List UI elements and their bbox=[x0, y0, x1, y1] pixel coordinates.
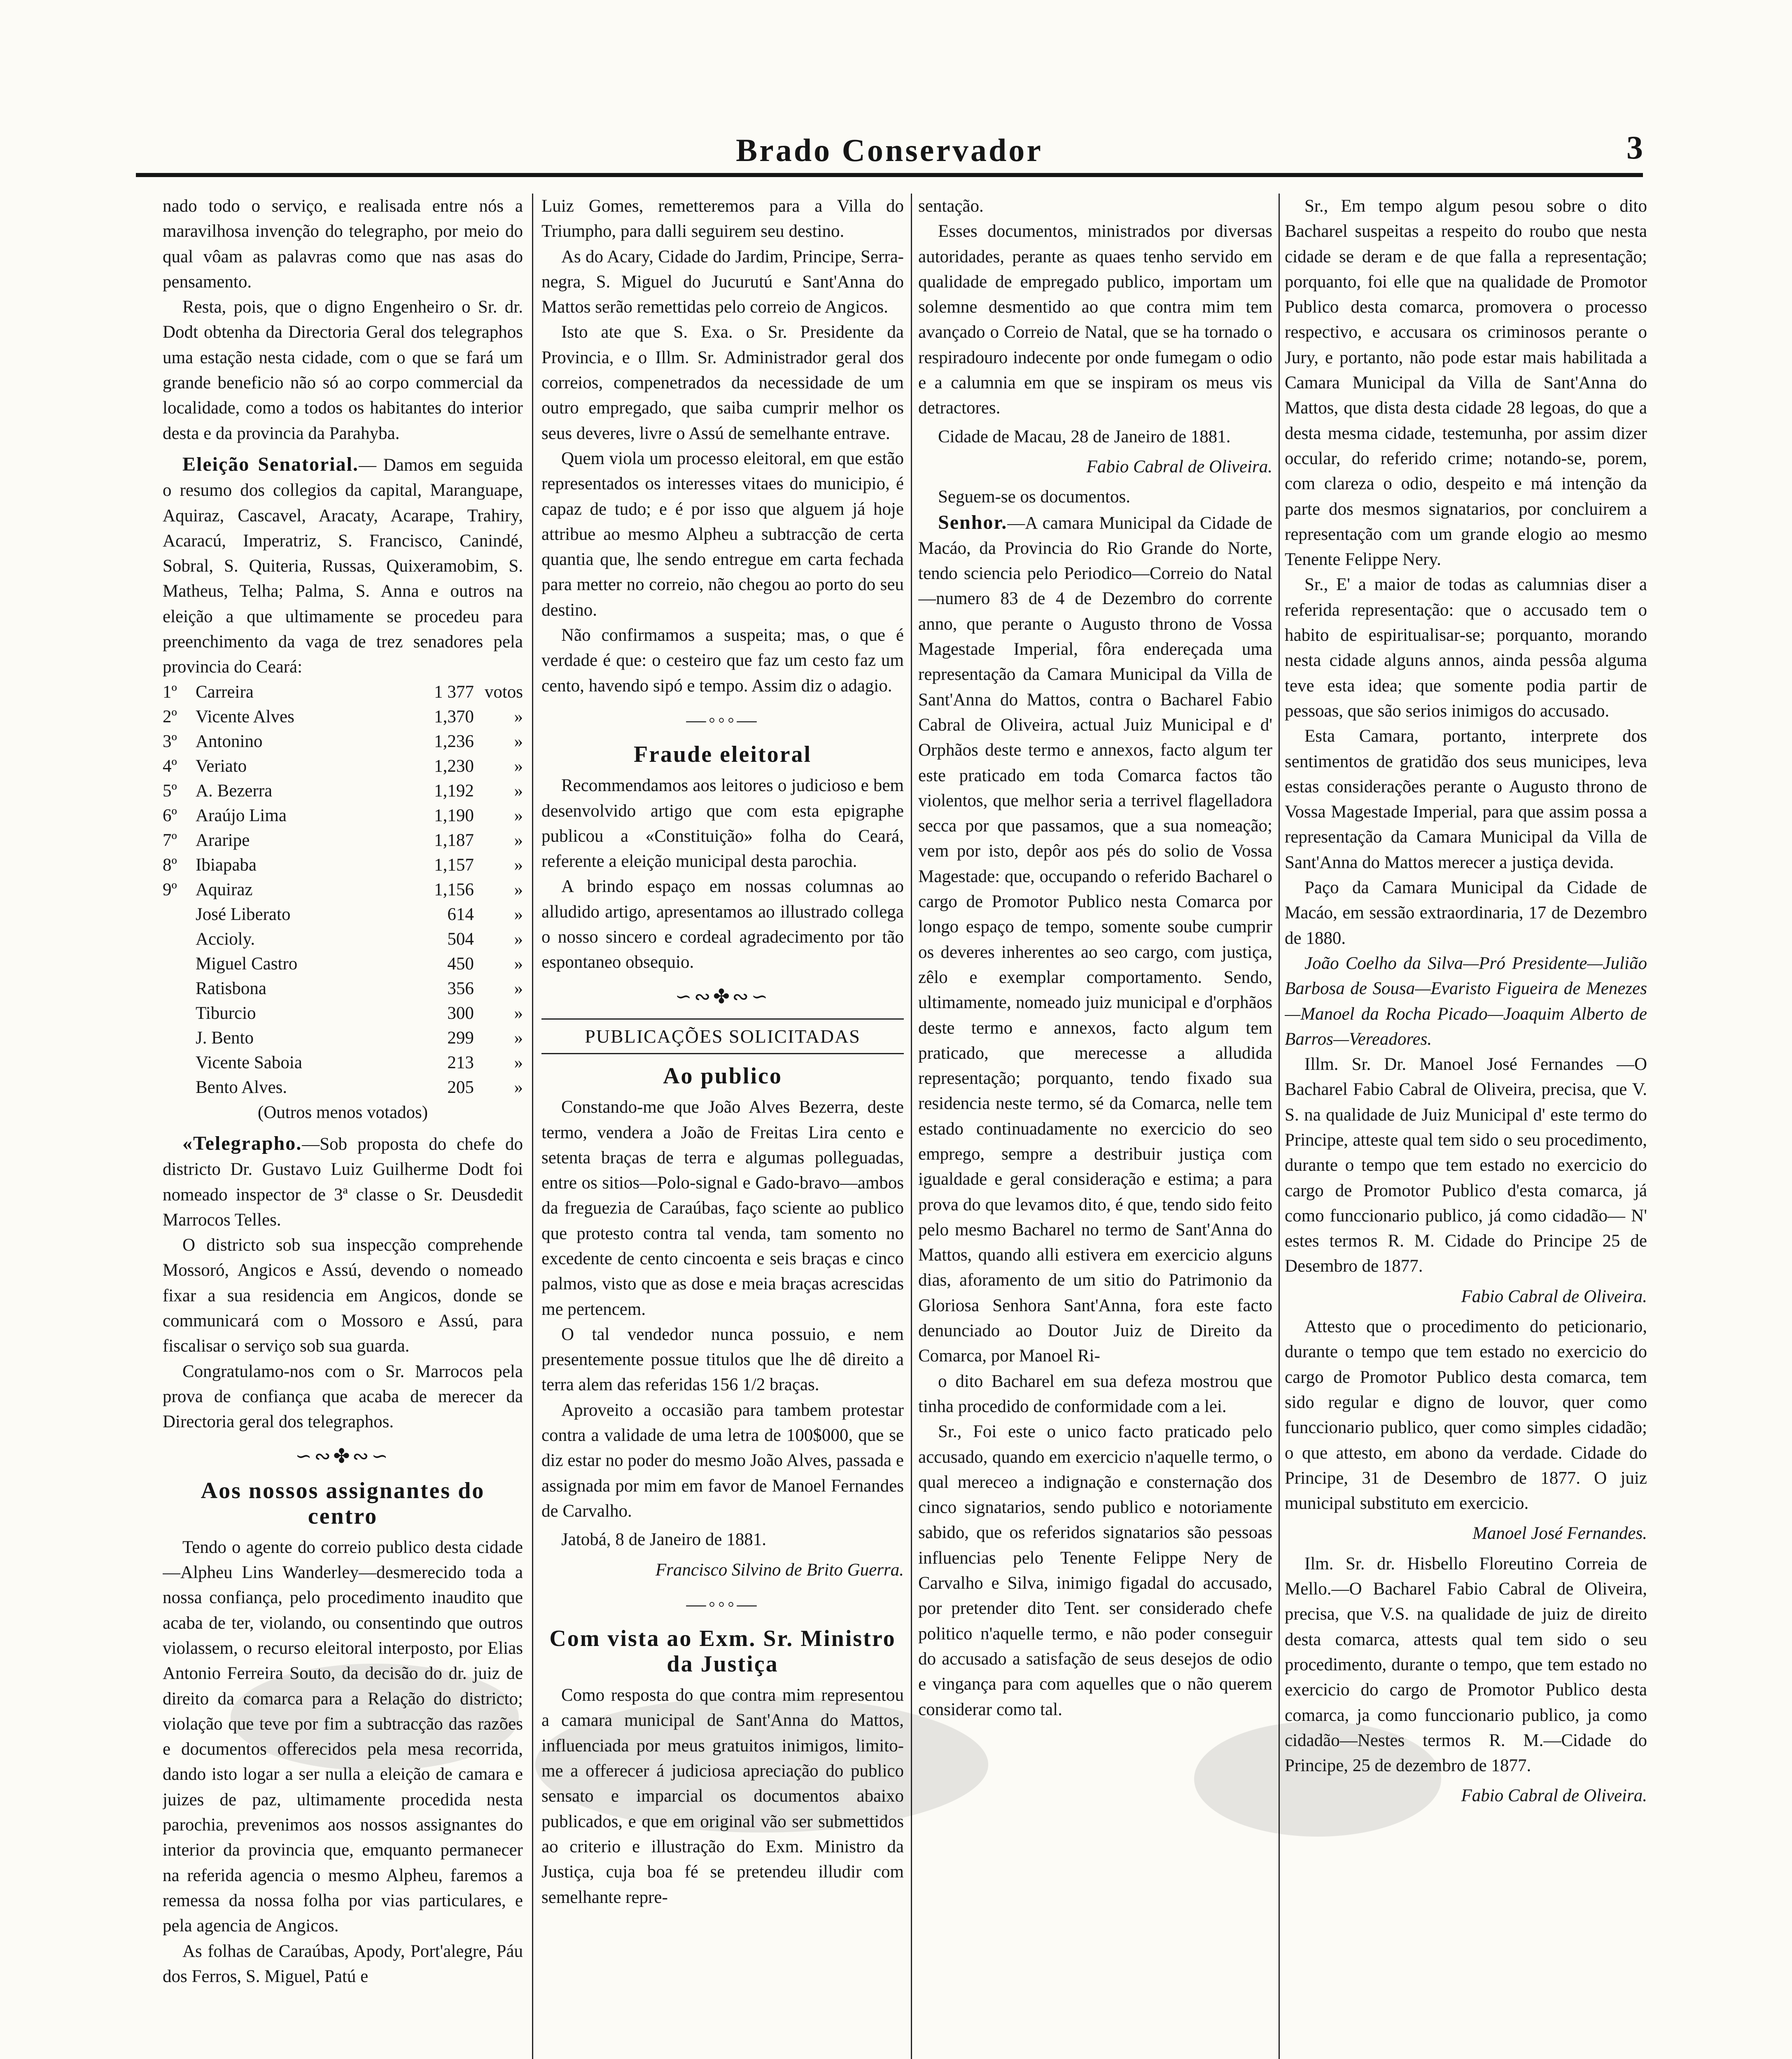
paragraph: Illm. Sr. Dr. Manoel José Fernandes —O Bacharel Fabio Cabral de Oliveira, precisa, que V. S. na qualidade de Juiz Municipal d' este termo do Principe, atteste qual tem sido o seu procedimento, durante o tempo que tem estado no exercicio do cargo de Promotor Publico d'esta comarca, já como funccionario publico, já como cidadão— N' estes termos R. M. Cidade do Principe 25 de Desembro de 1877. bbox=[1285, 1055, 1647, 1276]
result-mark: votos bbox=[484, 682, 523, 702]
result-row bbox=[163, 976, 523, 1001]
result-votes: 300 bbox=[447, 1003, 474, 1023]
result-pos: 1º bbox=[163, 682, 177, 702]
result-row bbox=[163, 927, 523, 952]
result-name: José Liberato bbox=[196, 904, 291, 924]
result-votes: 205 bbox=[447, 1077, 474, 1097]
paragraph: Constando-me que João Alves Bezerra, deste termo, vendera a João de Freitas Lira cento e setenta braças de terra e algumas polleguadas, entre os sitios—Polo-signal e Gado-bravo—ambos da freguezia de Caraúbas, faço sciente ao publico que protesto contra tal venda, tam somento no excedente de cento cincoenta e seis braças e cinco palmos, visto que as dose e meia braças acrescidas me pertencem. bbox=[541, 1097, 904, 1319]
result-pos bbox=[163, 1001, 196, 1026]
result-name: Ibiapaba bbox=[196, 855, 257, 875]
result-pos: 5º bbox=[163, 781, 177, 801]
result-name: Aquiraz bbox=[196, 880, 253, 899]
result-pos bbox=[163, 952, 196, 976]
result-row bbox=[163, 803, 523, 828]
senhor-document bbox=[918, 510, 1272, 1369]
result-mark: » bbox=[514, 904, 523, 924]
result-pos: 6º bbox=[163, 805, 177, 825]
signature: Fabio Cabral de Oliveira. bbox=[1461, 1286, 1647, 1306]
paragraph: Aproveito a occasião para tambem protestar contra a validade de uma letra de 100$000, que se diz estar no poder do mesmo João Alves, passada e assignada por mim em favor de Manoel Fernandes de Carvalho. bbox=[541, 1400, 904, 1521]
results-note: (Outros menos votados) bbox=[257, 1102, 428, 1122]
result-row bbox=[163, 754, 523, 779]
result-mark: » bbox=[514, 756, 523, 776]
damage-smudge bbox=[1194, 1721, 1441, 1837]
paragraph: sentação. bbox=[918, 196, 984, 216]
result-pos: 3º bbox=[163, 731, 177, 751]
paragraph: Sr., E' a maior de todas as calumnias diser a referida representação: que o accusado tem o habito de espiritualisar-se; porquanto, morando nesta cidade alguns annos, ainda pessôa alguma teve esta idea; que somente podia partir de pessoas, que são serios inimigos do accusado. bbox=[1285, 575, 1647, 721]
result-row bbox=[163, 680, 523, 705]
article-runin-title: Eleição Senatorial. bbox=[182, 453, 359, 475]
result-row bbox=[163, 902, 523, 927]
result-votes: 504 bbox=[447, 929, 474, 949]
paragraph: Isto ate que S. Exa. o Sr. Presidente da Provincia, e o Illm. Sr. Administrador geral dos correios, compenetrados da necessidade de um outro empregado, que saiba cumprir melhor os seus deveres, livre o Assú de semelhante entrave. bbox=[541, 322, 904, 443]
paragraph: Tendo o agente do correio publico desta cidade—Alpheu Lins Wanderley—desmerecido toda a nossa confiança, pelo procedimento inaudito que acaba de ter, violando, ou consentindo que outros violassem, o recurso eleitoral interposto, por Elias Antonio Ferreira Souto, da decisão do dr. juiz de direito da comarca para a Relação do districto; violação que teve por fim a subtracção das razões e documentos offerecidos pela mesa recorrida, dando isto logar a ser nulla a eleição de camara e juizes de paz, ultimamente procedida nesta parochia, prevenimos aos nossos assignantes do interior da provincia que, emquanto permanecer na referida agencia o mesmo Alpheu, faremos a remessa da nossa folha por vias particulares, e pela agencia de Angicos. bbox=[163, 1537, 523, 1936]
result-mark: » bbox=[514, 1028, 523, 1048]
result-pos: 9º bbox=[163, 880, 177, 899]
paragraph: O districto sob sua inspecção comprehende Mossoró, Angicos e Assú, devendo o nomeado fixar a sua residencia em Angicos, donde se communicará com o Mossoro e Assú, para fiscalisar o serviço sob sua guarda. bbox=[163, 1235, 523, 1356]
signature: Fabio Cabral de Oliveira. bbox=[1086, 457, 1272, 476]
result-row bbox=[163, 705, 523, 729]
masthead-title: Brado Conservador bbox=[736, 132, 1043, 168]
result-pos: 8º bbox=[163, 855, 177, 875]
result-row bbox=[163, 1026, 523, 1051]
result-votes: 1,187 bbox=[434, 830, 474, 850]
ornament-divider: —◦◦◦— bbox=[686, 709, 759, 731]
article-title: Com vista ao Exm. Sr. Ministro da Justiça bbox=[549, 1626, 896, 1677]
result-name: J. Bento bbox=[196, 1028, 254, 1048]
result-mark: » bbox=[514, 781, 523, 801]
result-mark: » bbox=[514, 830, 523, 850]
result-name: Vicente Alves bbox=[196, 707, 294, 726]
date-line: Cidade de Macau, 28 de Janeiro de 1881. bbox=[938, 427, 1231, 446]
result-name: Antonino bbox=[196, 731, 263, 751]
result-name: Vicente Saboia bbox=[196, 1053, 302, 1072]
result-name: Tiburcio bbox=[196, 1003, 256, 1023]
paragraph: Ilm. Sr. dr. Hisbello Floreutino Correia de Mello.—O Bacharel Fabio Cabral de Oliveira, precisa, que V.S. na qualidade de juiz de direito desta comarca, attests qual tem sido o seu procedimento, durante o tempo, que tem estado no exercicio do cargo de Promotor Publico desta comarca, ja como funccionario publico, ja como cidadão—Nestes termos R. M.—Cidade do Principe, 25 de dezembro de 1877. bbox=[1285, 1554, 1647, 1776]
result-name: Miguel Castro bbox=[196, 954, 298, 973]
masthead-rule bbox=[136, 173, 1643, 177]
result-votes: 1,236 bbox=[434, 731, 474, 751]
election-results-table bbox=[163, 680, 523, 1100]
result-mark: » bbox=[514, 855, 523, 875]
result-row bbox=[163, 1001, 523, 1026]
paragraph: As folhas de Caraúbas, Apody, Port'alegre, Páu dos Ferros, S. Miguel, Patú e bbox=[163, 1941, 523, 1986]
result-name: Ratisbona bbox=[196, 978, 266, 998]
paragraph: Resta, pois, que o digno Engenheiro o Sr. dr. Dodt obtenha da Directoria Geral dos telegraphos uma estação nesta cidade, com o que se fará um grande beneficio não só ao corpo commercial da localidade, como a todos os habitantes do interior desta e da provincia da Parahyba. bbox=[163, 297, 523, 443]
result-pos bbox=[163, 1075, 196, 1100]
result-pos bbox=[163, 927, 196, 952]
result-row bbox=[163, 878, 523, 902]
article-body: — Damos em seguida o resumo dos collegios da capital, Maranguape, Aquiraz, Cascavel, Aracaty, Acarape, Trahiry, Acaracú, Imperatriz, S. Francisco, Canindé, Sobral, S. Quiteria, Russas, Quixeramobim, S. Matheus, Telha; Palma, S. Anna e outros na eleição a que ultimamente se procedeu para preenchimento da vaga de trez senadores pela provincia do Ceará: bbox=[163, 455, 523, 677]
paragraph: Seguem-se os documentos. bbox=[938, 487, 1130, 507]
result-votes: 1,230 bbox=[434, 756, 474, 776]
date-line: Jatobá, 8 de Janeiro de 1881. bbox=[561, 1530, 766, 1550]
paragraph: Não confirmamos a suspeita; mas, o que é verdade é que: o cesteiro que faz um cesto faz um cento, havendo sipó e tempo. Assim diz o adagio. bbox=[541, 626, 904, 696]
result-pos bbox=[163, 976, 196, 1001]
result-mark: » bbox=[514, 954, 523, 973]
column-divider bbox=[532, 194, 533, 2059]
article-title: Ao publico bbox=[663, 1063, 782, 1089]
page-number: 3 bbox=[1626, 130, 1643, 166]
result-row bbox=[163, 1051, 523, 1075]
result-name: Bento Alves. bbox=[196, 1077, 287, 1097]
article-title: Fraude eleitoral bbox=[633, 742, 812, 768]
result-row bbox=[163, 853, 523, 878]
signature: Manoel José Fernandes. bbox=[1472, 1524, 1647, 1543]
result-votes: 1 377 bbox=[434, 682, 474, 702]
article-title: Aos nossos assignantes do centro bbox=[201, 1478, 485, 1529]
paragraph: Attesto que o procedimento do peticionario, durante o tempo que tem estado no exercicio do cargo de Promotor Publico desta comarca, tem sido regular e digno de louvor, quer como funccionario publico, quer como simples cidadão; o que attesto, em abono da verdade. Cidade do Principe, 31 de Desembro de 1877. O juiz municipal substituto em exercicio. bbox=[1285, 1317, 1647, 1513]
result-row bbox=[163, 729, 523, 754]
result-row bbox=[163, 1075, 523, 1100]
result-mark: » bbox=[514, 978, 523, 998]
result-votes: 1,157 bbox=[434, 855, 474, 875]
ornament-divider: —◦◦◦— bbox=[686, 1593, 759, 1615]
result-pos bbox=[163, 1051, 196, 1075]
section-header: PUBLICAÇÕES SOLICITADAS bbox=[541, 1018, 904, 1054]
result-mark: » bbox=[514, 880, 523, 899]
paragraph: Como resposta do que contra mim representou a camara municipal de Sant'Anna do Mattos, influenciada por meus gratuitos inimigos, limito-me a offerecer á judiciosa apreciação do publico sensato e imparcial os documentos abaixo publicados, e que em original vão ser submettidos ao criterio e illustração do Exm. Ministro da Justiça, cuja boa fé se pretendeu illudir com semelhante repre- bbox=[541, 1685, 904, 1907]
result-votes: 356 bbox=[447, 978, 474, 998]
result-mark: » bbox=[514, 707, 523, 726]
result-votes: 299 bbox=[447, 1028, 474, 1048]
document-lead: Senhor. bbox=[938, 511, 1008, 533]
paragraph: A brindo espaço em nossas columnas ao alludido artigo, apresentamos ao illustrado collega o nosso sincero e cordeal agradecimento por tão espontaneo obsequio. bbox=[541, 877, 904, 972]
result-name: Veriato bbox=[196, 756, 247, 776]
paragraph: Luiz Gomes, remetteremos para a Villa do Triumpho, para dalli seguirem seu destino. bbox=[541, 196, 904, 241]
result-pos: 4º bbox=[163, 756, 177, 776]
paragraph: Congratulamo-nos com o Sr. Marrocos pela prova de confiança que acaba de merecer da Directoria geral dos telegraphos. bbox=[163, 1361, 523, 1432]
result-name: A. Bezerra bbox=[196, 781, 273, 801]
result-name: Accioly. bbox=[196, 929, 255, 949]
result-mark: » bbox=[514, 929, 523, 949]
result-row bbox=[163, 952, 523, 976]
telegrapho-article bbox=[163, 1131, 523, 1233]
result-mark: » bbox=[514, 1053, 523, 1072]
paragraph: As do Acary, Cidade do Jardim, Principe, Serra-negra, S. Miguel do Jucurutú e Sant'Anna do Mattos serão remettidas pelo correio de Angicos. bbox=[541, 247, 904, 317]
result-votes: 1,192 bbox=[434, 781, 474, 801]
result-mark: » bbox=[514, 1003, 523, 1023]
vereadores-signatures: João Coelho da Silva—Pró Presidente—Julião Barbosa de Sousa—Evaristo Figueira de Menezes—Manoel da Rocha Picado—Joaquim Alberto de Barros—Vereadores. bbox=[1285, 953, 1647, 1049]
ornament-divider: ∽∾✤∾∽ bbox=[675, 985, 770, 1008]
paragraph: Recommendamos aos leitores o judicioso e bem desenvolvido artigo que com esta epigraphe publicou a «Constituição» folha do Ceará, referente a eleição municipal desta parochia. bbox=[541, 776, 904, 871]
result-votes: 450 bbox=[447, 954, 474, 973]
result-mark: » bbox=[514, 731, 523, 751]
result-votes: 213 bbox=[447, 1053, 474, 1072]
article-runin-title: «Telegrapho. bbox=[182, 1132, 302, 1154]
eleicao-article bbox=[163, 452, 523, 680]
result-row bbox=[163, 779, 523, 803]
result-pos: 2º bbox=[163, 707, 177, 726]
result-name: Araújo Lima bbox=[196, 805, 287, 825]
result-row bbox=[163, 828, 523, 853]
paragraph: nado todo o serviço, e realisada entre nós a maravilhosa invenção do telegrapho, por meio do qual vôam as palavras como que nas asas do pensamento. bbox=[163, 196, 523, 292]
result-votes: 1,156 bbox=[434, 880, 474, 899]
damage-smudge bbox=[535, 1697, 988, 1833]
ornament-divider: ∽∾✤∾∽ bbox=[295, 1445, 391, 1467]
paragraph: Sr., Em tempo algum pesou sobre o dito Bacharel suspeitas a respeito do roubo que nesta cidade se deram e de que falla a representação; porquanto, foi elle que na qualidade de Promotor Publico desta comarca, promovera o processo respectivo, e accusara os criminosos perante o Jury, e portanto, não pode estar mais habilitada a Camara Municipal da Villa de Sant'Anna do Mattos, que dista desta cidade 28 legoas, do que a desta mesma cidade, testemunha, por assim dizer occular, do referido crime; notando-se, porem, com clareza o odio, despeito e má intenção da parte dos mesmos signatarios, por concluirem a representação com um grande elogio ao mesmo Tenente Felippe Nery. bbox=[1285, 196, 1647, 570]
paragraph: Esses documentos, ministrados por diversas autoridades, perante as quaes tenho servido em qualidade de empregado publico, importam um solemne desmentido ao que contra mim tem avançado o Correio de Natal, que se ha tornado o respiradouro indecente por onde fumegam o odio e a calumnia em que se inspiram os meus vis detractores. bbox=[918, 222, 1272, 418]
paragraph: o dito Bacharel em sua defeza mostrou que tinha procedido de conformidade com a lei. bbox=[918, 1371, 1272, 1416]
paragraph: Paço da Camara Municipal da Cidade de Macáo, em sessão extraordinaria, 17 de Dezembro de 1880. bbox=[1285, 878, 1647, 948]
result-pos: 7º bbox=[163, 830, 177, 850]
result-name: Araripe bbox=[196, 830, 250, 850]
damage-smudge bbox=[231, 1664, 519, 1771]
result-pos bbox=[163, 902, 196, 927]
paragraph: Sr., Foi este o unico facto praticado pelo accusado, quando em exercicio n'aquelle termo, o qual mereceo a indignação e consternação dos cinco signatarios, sendo publico e notoriamente sabido, que os referidos signatarios são pessoas influencias pelo Tenente Felippe Nery de Carvalho e Silva, inimigo figadal do accusado, por pretender dito Tent. ser considerado chefe politico n'aquelle termo, e não poder conseguir do accusado a satisfação de seus desejos de odio e vingança para com aquelles que o não querem considerar como tal. bbox=[918, 1422, 1272, 1719]
paragraph: Esta Camara, portanto, interprete dos sentimentos de gratidão dos seus municipes, leva estas considerações perante o Augusto throno de Vossa Magestade Imperial, para que assim possa a representação da Camara Municipal da Villa de Sant'Anna do Mattos merecer a justiça devida. bbox=[1285, 726, 1647, 872]
signature: Francisco Silvino de Brito Guerra. bbox=[655, 1560, 904, 1580]
paragraph: Quem viola um processo eleitoral, em que estão representados os interesses vitaes do municipio, é capaz de tudo; e é por isso que alguem já hoje attribue ao mesmo Alpheu a subtracção de certa quantia que, lhe sendo entregue em carta fechada para metter no correio, não chegou ao porto do seu destino. bbox=[541, 448, 904, 620]
result-pos bbox=[163, 1026, 196, 1051]
result-votes: 1,190 bbox=[434, 805, 474, 825]
result-mark: » bbox=[514, 1077, 523, 1097]
signature: Fabio Cabral de Oliveira. bbox=[1461, 1786, 1647, 1806]
result-name: Carreira bbox=[196, 682, 254, 702]
result-mark: » bbox=[514, 805, 523, 825]
paragraph: O tal vendedor nunca possuio, e nem presentemente possue titulos que lhe dê direito a terra alem das referidas 156 1/2 braças. bbox=[541, 1324, 904, 1395]
result-votes: 1,370 bbox=[434, 707, 474, 726]
column-1 bbox=[163, 194, 523, 2059]
masthead bbox=[136, 124, 1643, 181]
result-votes: 614 bbox=[447, 904, 474, 924]
document-body: —A camara Municipal da Cidade de Macáo, da Provincia do Rio Grande do Norte, tendo sciencia pelo Periodico—Correio do Natal—numero 83 de 4 de Dezembro do corrente anno, que perante o Augusto throno de Vossa Magestade Imperial, fôra endereçada uma representação da Camara Municipal da Villa de Sant'Anna do Mattos, contra o Bacharel Fabio Cabral de Oliveira, actual Juiz Municipal e d' Orphãos deste termo e annexos, facto algum ter este praticado em toda Comarca factos tão violentos, que melhor seria a terrivel flagelladora secca por que passamos, que a sua nomeação; vem por isto, depôr aos pés do solio de Vossa Magestade: que, occupando o referido Bacharel o cargo de Promotor Publico nesta Comarca por longo espaço de tempo, somente soube cumprir os deveres inherentes ao seo cargo, com justiça, zêlo e exemplar comportamento. Sendo, ultimamente, nomeado juiz municipal e d'orphãos deste termo e annexos, facto algum tem praticado, que merecesse a alludida representação; porquanto, tendo fixado sua residencia neste termo, sé da Comarca, nelle tem estado continuadamente no exercicio do seo emprego, sempre a destribuir justiça com igualdade e geral consideração e estima; a para prova do que levamos dito, é que, tendo sido feito pelo mesmo Bacharel no termo de Sant'Anna do Mattos, quando alli estivera em exercicio alguns dias, aforamento de um sitio do Patrimonio da Gloriosa Senhora Sant'Anna, fora este facto denunciado ao Doutor Juiz de Direito da Comarca, por Manoel Ri- bbox=[918, 513, 1272, 1366]
article-body: —Sob proposta do chefe do districto Dr. Gustavo Luiz Guilherme Dodt foi nomeado inspector de 3ª classe o Sr. Deusdedit Marrocos Telles. bbox=[163, 1134, 523, 1230]
